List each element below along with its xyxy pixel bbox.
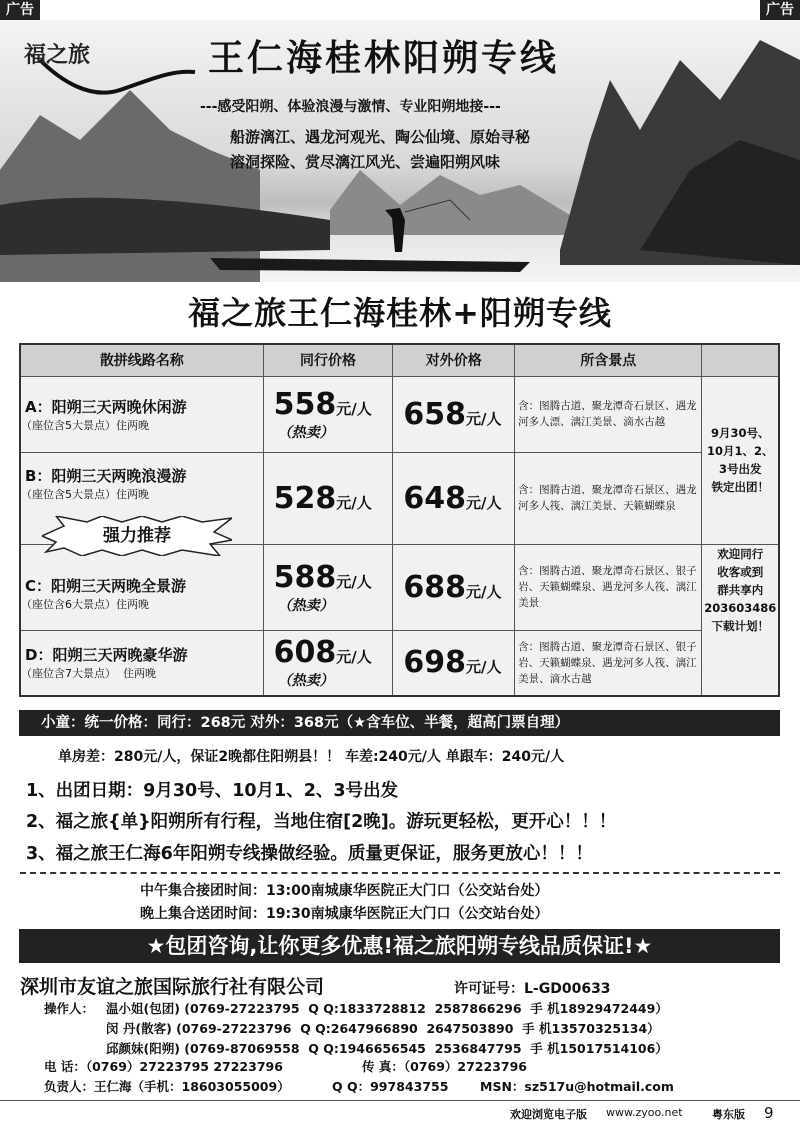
feature-line-2: 溶洞探险、赏尽漓江风光、尝遍阳朔风味: [230, 153, 501, 171]
peer-price: 608元/人: [273, 635, 372, 671]
route-spots: 含：图腾古道、聚龙潭奇石景区、银子岩、天籁蝴蝶泉、遇龙河多人筏、漓江美景、滴水古越: [515, 630, 702, 696]
public-price: 648元/人: [403, 480, 502, 516]
departure-note: 9月30号、 10月1、2、 3号出发 铁定出团！: [702, 376, 779, 544]
brand-logo: 福之旅: [24, 42, 91, 68]
footer-text: 欢迎浏览电子版: [510, 1108, 587, 1121]
operator-row: 闵 丹(散客) (0769-27223796 Q Q:2647966890 2647503890 手 机13570325134）: [106, 1021, 660, 1036]
sub-title: 福之旅王仁海桂林+阳朔专线: [188, 294, 612, 332]
route-note: （座位含5大景点）住两晚: [21, 487, 149, 501]
note-line-1: 1、出团日期：9月30号、10月1、2、3号出发: [26, 781, 399, 801]
route-spots: 含：图腾古道、聚龙潭奇石景区、银子岩、天籁蝴蝶泉、遇龙河多人筏、漓江美景: [515, 544, 702, 630]
extra-charges: 单房差：280元/人，保证2晚都住阳朔县！！ 车差:240元/人 单跟车：240元/人: [58, 749, 565, 765]
public-price: 658元/人: [403, 396, 502, 432]
header-route: 散拼线路名称: [20, 344, 263, 376]
footer-edition: 粤东版: [712, 1108, 745, 1121]
ad-label-right: 广告: [760, 0, 800, 20]
gather-time-evening: 晚上集合送团时间：19:30南城康华医院正大门口（公交站台处）: [140, 906, 549, 922]
header-spots: 所含景点: [515, 344, 702, 376]
route-spots: 含：图腾古道、聚龙潭奇石景区、遇龙河多人筏、漓江美景、天籁蝴蝶泉: [515, 452, 702, 544]
route-note: （座位含7大景点） 住两晚: [21, 667, 156, 681]
ad-label-left: 广告: [0, 0, 40, 20]
operator-row: 邱颜妹(阳朔) (0769-87069558 Q Q:1946656545 2536847795 手 机15017514106）: [106, 1041, 668, 1056]
child-price-bar: 小童：统一价格：同行：268元 对外：368元（★含车位、半餐，超高门票自理）: [19, 710, 780, 736]
fax: 传 真：（0769）27223796: [362, 1059, 527, 1074]
peer-price: 588元/人: [273, 559, 372, 595]
peer-invite-note: 欢迎同行 收客或到 群共享内 203603486 下载计划！: [702, 544, 779, 696]
note-line-3: 3、福之旅王仁海6年阳朔专线操做经验。质量更保证，服务更放心！！！: [26, 844, 593, 864]
note-line-2: 2、福之旅{单}阳朔所有行程，当地住宿[2晚]。游玩更轻松，更开心！！！: [26, 812, 617, 832]
main-title: 王仁海桂林阳朔专线: [208, 38, 560, 79]
footer-url[interactable]: www.zyoo.net: [606, 1106, 683, 1119]
hot-label: （热卖）: [277, 597, 334, 614]
feature-line-1: 船游漓江、遇龙河观光、陶公仙境、原始寻秘: [230, 128, 531, 146]
header-peer-price: 同行价格: [263, 344, 393, 376]
recommend-badge: 强力推荐: [42, 516, 232, 556]
table-row: [20, 376, 779, 452]
msn: MSN：sz517u@hotmail.com: [480, 1079, 674, 1094]
footer-divider: [0, 1100, 800, 1101]
promo-banner: ★包团咨询,让你更多优惠!福之旅阳朔专线品质保证!★: [19, 929, 780, 963]
table-row: [20, 544, 779, 630]
hot-label: （热卖）: [277, 424, 334, 441]
operator-row: 温小姐(包团) (0769-27223795 Q Q:1833728812 2587866296 手 机18929472449）: [106, 1001, 668, 1016]
route-note: （座位含6大景点）住两晚: [21, 597, 149, 611]
owner: 负责人：王仁海（手机：18603055009）: [44, 1079, 290, 1094]
route-name: B：阳朔三天两晚浪漫游: [25, 466, 187, 485]
route-name: C：阳朔三天两晚全景游: [25, 576, 187, 595]
operators-label: 操作人：: [44, 1001, 95, 1016]
hero-banner: [0, 20, 800, 282]
header-blank: [702, 344, 779, 376]
owner-qq: Q Q：997843755: [332, 1079, 449, 1094]
public-price: 698元/人: [403, 645, 502, 681]
tagline: ---感受阳朔、体验浪漫与激情、专业阳朔地接---: [200, 99, 501, 115]
peer-price: 528元/人: [273, 480, 372, 516]
table-row: [20, 630, 779, 696]
route-name: D：阳朔三天两晚豪华游: [25, 646, 188, 665]
route-name: A：阳朔三天两晚休闲游: [25, 397, 187, 416]
route-note: （座位含5大景点）住两晚: [21, 418, 149, 432]
gather-time-noon: 中午集合接团时间：13:00南城康华医院正大门口（公交站台处）: [140, 883, 549, 899]
telephone: 电 话：（0769）27223795 27223796: [44, 1059, 283, 1074]
page-number: 9: [764, 1104, 774, 1122]
route-spots: 含：图腾古道、聚龙潭奇石景区、遇龙河多人漂、漓江美景、滴水古越: [515, 376, 702, 452]
header-public-price: 对外价格: [393, 344, 515, 376]
company-name: 深圳市友谊之旅国际旅行社有限公司: [20, 976, 325, 998]
divider: [20, 872, 780, 874]
license-number: 许可证号：L-GD00633: [454, 981, 611, 997]
public-price: 688元/人: [403, 569, 502, 605]
hot-label: （热卖）: [277, 673, 334, 690]
peer-price: 558元/人: [273, 386, 372, 422]
